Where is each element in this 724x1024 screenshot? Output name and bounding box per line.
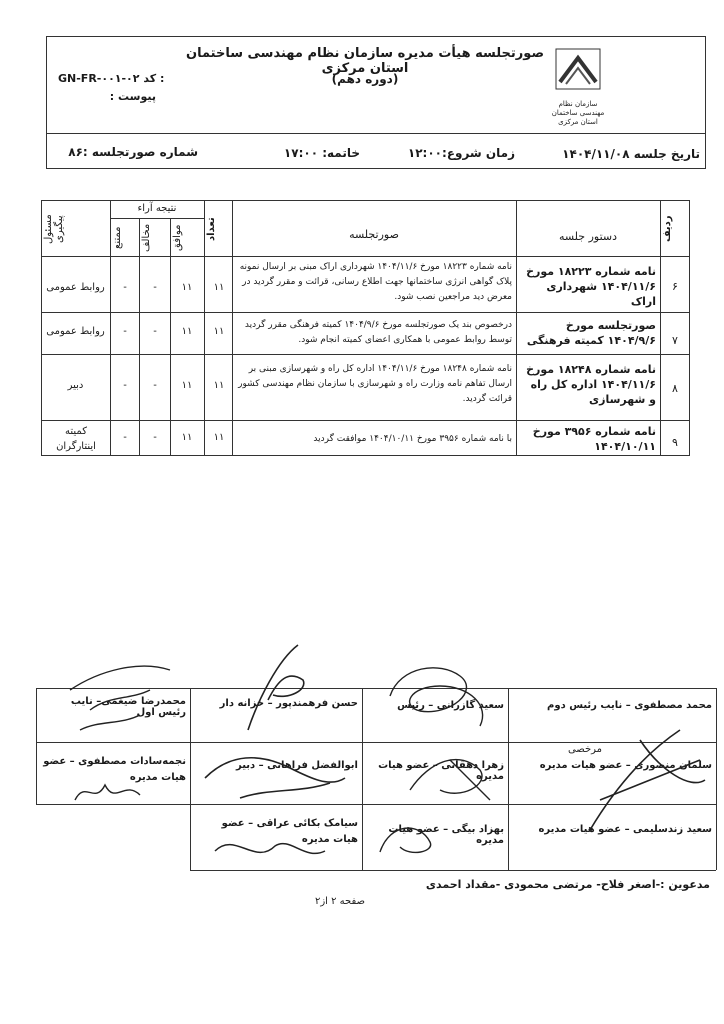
signatory-name: زهرا دهقانی – عضو هیات مدیره — [378, 760, 504, 782]
table-row-count: ۱۱ — [213, 326, 225, 337]
page-number: صفحه ۲ از۲ — [314, 896, 366, 907]
meeting-number: شماره صورتجلسه :۸۶ — [68, 145, 198, 159]
signatory-name: محمدرضا ضیغمی– نایب رئیس اول — [70, 696, 186, 718]
table-row-minutes: نامه شماره ۱۸۲۴۸ مورخ ۱۴۰۴/۱۱/۶ اداره کل راه و شهرسازی مبنی بر ارسال تفاهم نامه وزارت راه و شهرسازی با سازمان نظام مهندسی کشور قرائت گردید. — [238, 364, 512, 404]
table-row-responsible: روابط عمومی — [46, 326, 105, 337]
handwritten-signature — [380, 656, 500, 736]
col-header-responsible: مسئول پیگیری — [43, 214, 65, 244]
col-header-count: تعداد — [206, 217, 217, 241]
logo-text-line2: استان مرکزی — [558, 118, 598, 126]
signatory-name: سعید زندسلیمی – عضو هیات مدیره — [538, 824, 712, 835]
signatory-name: نجمه‌سادات مصطفوی – عضو هیات مدیره — [43, 756, 186, 783]
table-row-agree: ۱۱ — [181, 432, 193, 443]
invitees: مدعوین :-اصغر فلاح- مرتضی محمودی -مقداد احمدی — [425, 878, 710, 891]
handwritten-signature — [200, 748, 350, 808]
table-row-abstain: - — [123, 380, 127, 391]
table-row-abstain: - — [123, 432, 127, 443]
signatory-name: بهزاد بیگی – عضو هیات مدیره — [388, 824, 504, 846]
table-row-agenda: نامه شماره ۱۸۲۴۸ مورخ ۱۴۰۴/۱۱/۶ اداره کل راه و شهرسازی — [526, 363, 656, 406]
table-row-disagree: - — [153, 432, 157, 443]
col-header-abstain: ممتنع — [112, 226, 123, 250]
building-logo-icon — [548, 44, 608, 94]
start-time: زمان شروع:۱۲:۰۰ — [407, 146, 515, 160]
table-row-disagree: - — [153, 326, 157, 337]
table-row-agenda: نامه شماره ۱۸۲۲۳ مورخ ۱۴۰۴/۱۱/۶ شهرداری اراک — [526, 265, 656, 308]
signatory-name: سلمان منصوری – عضو هیات مدیره — [539, 760, 712, 771]
table-row-disagree: - — [153, 380, 157, 391]
table-row-agree: ۱۱ — [181, 282, 193, 293]
table-row-minutes: با نامه شماره ۳۹۵۶ مورخ ۱۴۰۴/۱۰/۱۱ موافقت گردید — [313, 434, 512, 444]
logo-text-line1: سازمان نظام مهندسی ساختمان — [551, 100, 605, 117]
table-row-number: ۹ — [672, 436, 678, 449]
col-header-row: ردیف — [662, 215, 673, 243]
signatory-name: محمد مصطفوی – نایب رئیس دوم — [547, 700, 712, 711]
doc-code-value: GN-FR-۰۰۱-۰۲ — [58, 72, 140, 85]
table-row-minutes: درخصوص بند یک صورتجلسه مورخ ۱۴۰۴/۹/۶ کمیته فرهنگی مقرر گردید توسط روابط عمومی با همکاری اعضای کمیته انجام شود. — [244, 320, 512, 345]
handwritten-signature — [580, 720, 710, 840]
table-row-disagree: - — [153, 282, 157, 293]
doc-code-label: کد : — [143, 72, 165, 85]
handwritten-signature — [210, 826, 330, 871]
table-row-responsible: کمیته اینتارگران — [56, 426, 96, 452]
table-row-count: ۱۱ — [213, 380, 225, 391]
table-row-abstain: - — [123, 282, 127, 293]
table-row-agenda: صورتجلسه مورخ ۱۴۰۴/۹/۶ کمیته فرهنگی — [526, 319, 656, 347]
handwritten-signature — [400, 740, 500, 810]
signatory-name: سیامک بکائی عراقی – عضو هیات مدیره — [221, 818, 358, 845]
col-header-minutes: صورتجلسه — [349, 228, 399, 241]
document-subtitle: (دوره دهم) — [331, 72, 399, 86]
signatory-name: سعید گازرانی – رئیس — [397, 700, 504, 711]
table-row-agenda: نامه شماره ۳۹۵۶ مورخ ۱۴۰۴/۱۰/۱۱ — [532, 425, 656, 453]
table-row-agree: ۱۱ — [181, 326, 193, 337]
table-row-number: ۸ — [672, 382, 678, 395]
table-row-minutes: نامه شماره ۱۸۲۲۳ مورخ ۱۴۰۴/۱۱/۶ شهرداری اراک مبنی بر ارسال نمونه پلاک گواهی انرژی ساختمانها جهت اطلاع رسانی، قرائت و مقرر گردید در معرض دید مراجعین نصب شود. — [239, 262, 512, 302]
header-divider — [46, 133, 706, 134]
handwritten-signature — [60, 650, 180, 750]
table-row-responsible: دبیر — [67, 380, 84, 391]
leave-note: مرخصی — [567, 744, 603, 755]
doc-code — [58, 72, 164, 85]
handwritten-signature — [370, 812, 450, 862]
col-header-result: نتیجه آراء — [137, 203, 177, 214]
table-row-abstain: - — [123, 326, 127, 337]
signatory-name: ابوالفضل فراهانی – دبیر — [235, 760, 358, 771]
end-time: خاتمه: ۱۷:۰۰ — [283, 146, 360, 160]
table-row-count: ۱۱ — [213, 432, 225, 443]
signatory-name: حسن فرهمندپور – خزانه دار — [219, 698, 358, 709]
handwritten-signature — [228, 640, 318, 740]
col-header-agree: موافق — [172, 224, 183, 252]
table-row-number: ۷ — [672, 334, 678, 347]
attachment-label: پیوست : — [109, 90, 156, 103]
table-row-responsible: روابط عمومی — [46, 282, 105, 293]
col-header-agenda: دستور جلسه — [558, 230, 618, 243]
table-row-agree: ۱۱ — [181, 380, 193, 391]
table-row-count: ۱۱ — [213, 282, 225, 293]
org-logo — [548, 44, 608, 126]
handwritten-signature — [70, 770, 150, 810]
document-title: صورتجلسه هیأت مدیره سازمان نظام مهندسی ساختمان استان مرکزی — [185, 46, 545, 76]
table-row-number: ۶ — [672, 280, 678, 293]
meeting-date: تاریخ جلسه ۱۴۰۴/۱۱/۰۸ — [562, 147, 700, 161]
col-header-disagree: مخالف — [141, 223, 152, 253]
